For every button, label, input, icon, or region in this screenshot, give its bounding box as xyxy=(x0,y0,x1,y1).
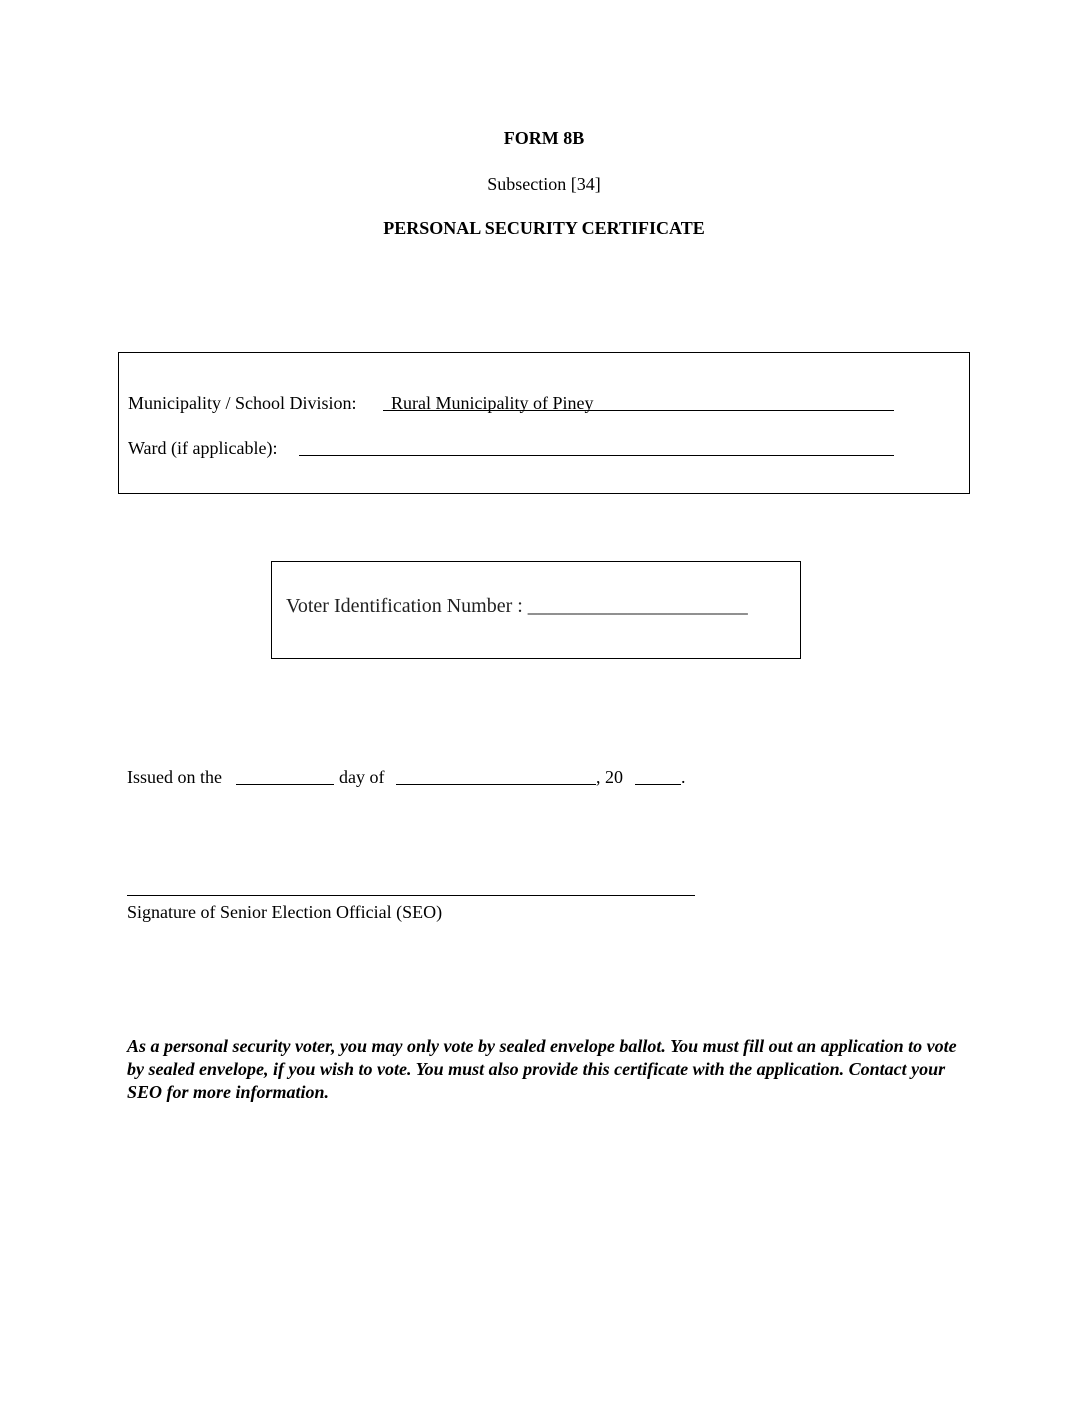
voter-id-field[interactable]: ______________________ xyxy=(527,595,748,617)
form-title: PERSONAL SECURITY CERTIFICATE xyxy=(383,218,705,238)
municipality-box xyxy=(118,352,970,494)
issued-year-prefix: , 20 xyxy=(596,767,623,787)
municipality-label: Municipality / School Division: xyxy=(128,393,357,413)
signature-line[interactable] xyxy=(127,895,695,896)
signature-label: Signature of Senior Election Official (SEO) xyxy=(127,902,443,922)
issued-prefix: Issued on the xyxy=(127,767,222,787)
issued-day-of: day of xyxy=(339,767,385,787)
issued-month-field[interactable] xyxy=(396,784,596,785)
municipality-value: Rural Municipality of Piney xyxy=(391,393,594,413)
issued-end: . xyxy=(681,767,686,787)
voter-id-label: Voter Identification Number : xyxy=(286,595,523,617)
form-number: FORM 8B xyxy=(503,128,585,148)
voter-id-row xyxy=(286,594,748,618)
subsection-reference: Subsection [34] xyxy=(487,174,601,194)
ward-label: Ward (if applicable): xyxy=(128,438,278,458)
issued-year-field[interactable] xyxy=(635,784,681,785)
ward-field[interactable] xyxy=(299,455,894,456)
notice-text: As a personal security voter, you may only vote by sealed envelope ballot. You must fill out an application to vote by sealed envelope, if you wish to vote. You must also provide this certificate with the application. Contact your SEO for more information. xyxy=(127,1036,957,1102)
issued-day-field[interactable] xyxy=(236,784,334,785)
